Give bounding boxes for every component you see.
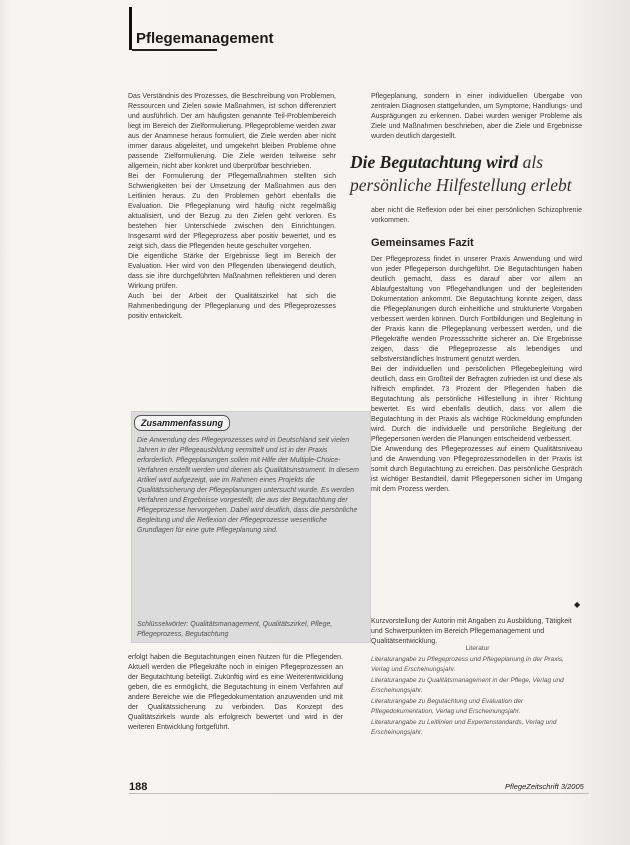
summary-paragraph: Die Anwendung des Pflegeprozesses wird in Deutschland seit vielen Jahren in der Pflegeausbildung vermittelt und ist in der Praxis erforderlich. Pflegeplanungen sollen mit Hilfe der Multiple-Choice-Verfahren erstellt werden und dienen als Qualitätsinstrument. In diesem Artikel wird aufgezeigt, wie im Rahmen eines Projekts die Qualitätssicherung der Pflegeplanungen untersucht wurde. Es werden Verfahren und Ergebnisse vorgestellt, die aus der Begutachtung der Pflegeprozesse hervorgehen. Dabei wird deutlich, dass die persönliche Begleitung und die Reflexion der Pflegeprozesse wesentliche Grundlagen für eine gute Pflegeplanung sind.: [137, 437, 359, 534]
paragraph: Der Pflegeprozess findet in unserer Praxis Anwendung und wird von jeder Pflegeperson durchgeführt. Die Begutachtungen haben deutlich gemacht, dass es darauf aber vor allem an Ablaufgestaltung von Pflegehandlungen und der begleitenden Dokumentation ankommt. Die Begutachtung konnte zeigen, dass die Pflegeplanungen durch einheitliche und strukturierte Vorgaben verbessert werden können. Durch Fortbildungen und Begleitung in der Praxis kann die Pflegeplanung verbessert werden, und die Pflegekräfte wenden Prozessschritte sicherer an. Die Ergebnisse zeigen, dass die Pflegeprozesse als lebendiges und selbstverständliches Instrument genutzt werden.: [371, 256, 582, 363]
literature-item: Literaturangabe zu Pflegeprozess und Pflegeplanung in der Praxis, Verlag und Erscheinungsjahr.: [371, 656, 564, 673]
paragraph: Bei der individuellen und persönlichen Pflegebegleitung wird deutlich, dass ein Großteil der Befragten zufrieden ist und diese als hilfreich empfindet. 73 Prozent der Pflegenden haben die Begutachtung als persönliche Hilfestellung in ihrer Richtung bewertet. Es wird ebenfalls deutlich, dass vor allem die Begutachtung in der Praxis als wichtige Rückmeldung empfunden wird. Durch die individuelle und persönliche Begleitung der Pflegepersonen werden die Planungen entscheidend verbessert.: [371, 366, 582, 443]
summary-text: [137, 436, 359, 588]
paragraph: Pflegeplanung, sondern in einer individuellen Übergabe von zentralen Diagnosen stattgefunden, um Symptome, Handlungs- und Ausprägungen zu erkennen. Dabei wurden weniger Probleme als Ziele und Maßnahmen beschrieben, aber die Ziele und Ergebnisse wurden deutlich dargestellt.: [371, 93, 582, 140]
pull-quote-bold: Die Begutachtung wird: [350, 152, 523, 172]
paragraph: Das Verständnis des Prozesses, die Beschreibung von Problemen, Ressourcen und Zielen sowie Maßnahmen, ist schon differenziert und ausführlich. Der am häufigsten genannte Teil-Problembereich liegt im Bereich der Zielformulierung. Pflegeprobleme werden zwar aus der Anamnese heraus formuliert, die Ziele werden aber nicht immer daraus abgeleitet, und umgekehrt bleiben Probleme ohne passende Zielformulierung. Die Ziele werden teilweise sehr allgemein, nicht aber konkret und überprüfbar beschrieben.: [128, 93, 336, 170]
paragraph: Die Anwendung des Pflegeprozesses auf einem Qualitätsniveau und die Anwendung von Pflegeprozessmodellen in der Praxis ist somit durch Begutachtung zu erreichen. Das persönliche Gespräch ist wichtiger Bestandteil, damit Pflegepersonen sicher im Umgang mit dem Prozess werden.: [371, 446, 582, 493]
article-end-diamond-icon: ◆: [574, 600, 581, 609]
page-number: 188: [129, 781, 148, 793]
author-info: [371, 617, 584, 647]
summary-label: Zusammenfassung: [134, 415, 230, 431]
literature-item: Literaturangabe zu Leitlinien und Expertenstandards, Verlag und Erscheinungsjahr.: [371, 719, 557, 736]
right-column-mid-text: [371, 206, 582, 230]
paragraph: aber nicht die Reflexion oder bei einer persönlichen Schizophrenie vorkommen.: [371, 207, 582, 224]
summary-keywords: [137, 620, 359, 640]
literature-list: [371, 655, 584, 775]
right-column-top-text: [371, 92, 582, 150]
right-column-body-text: [371, 255, 582, 605]
journal-issue: PflegeZeitschrift 3/2005: [505, 782, 584, 791]
header-underline: [132, 49, 217, 51]
left-column-top-text: [128, 92, 336, 422]
footer-rule: [129, 793, 589, 794]
section-title: Pflegemanagement: [136, 30, 274, 47]
literature-item: Literaturangabe zu Begutachtung und Evaluation der Pflegedokumentation, Verlag und Erscheinungsjahr.: [371, 698, 524, 715]
literature-heading: Literatur: [465, 645, 490, 652]
literature-item: Literaturangabe zu Qualitätsmanagement in der Pflege, Verlag und Erscheinungsjahr.: [371, 677, 564, 694]
pull-quote: [350, 151, 595, 197]
paragraph: erfolgt haben die Begutachtungen einen Nutzen für die Pflegenden. Aktuell werden die Pflegekräfte noch in einigen Pflegeprozessen an der Begutachtung beteiligt. Zukünftig wird es eine Weiterentwicklung geben, die es ermöglicht, die Begutachtung in einem Verfahren auf andere Bereiche wie die Pflegedokumentation anzuwenden und mit der Qualitätssicherung zu verbinden. Das Konzept des Qualitätszirkels wurde als erfolgreich bewertet und wird in der weiteren Entwicklung fortgeführt.: [128, 654, 343, 731]
pull-quote-rest: als persönliche Hilfestellung erlebt: [350, 152, 572, 195]
keywords-line: Schlüsselwörter: Qualitätsmanagement, Qualitätszirkel, Pflege, Pflegeprozess, Begutachtung: [137, 621, 333, 638]
paragraph: Die eigentliche Stärke der Ergebnisse liegt im Bereich der Evaluation. Hier wird von den Pflegenden überwiegend deutlich, dass sie ihre durchgeführten Maßnahmen reflektieren und deren Wirkung prüfen.: [128, 253, 336, 290]
left-column-bottom-text: [128, 653, 343, 773]
header-accent-bar: [129, 7, 132, 50]
paragraph: Bei der Formulierung der Pflegemaßnahmen stellten sich Schwierigkeiten bei der Umsetzung der Maßnahmen aus den Leitlinien heraus. Zu den Problemen gehört ebenfalls die Evaluation. Die Pflegeplanung wird häufig nicht regelmäßig aktualisiert, und der Bezug zu den Zielen geht verloren. Es bestehen hier Unterschiede zwischen den Einrichtungen. Insgesamt wird der Pflegeprozess aber positiv bewertet, und es zeigt sich, dass die Pflegenden heute geschulter vorgehen.: [128, 173, 336, 250]
paragraph: Auch bei der Arbeit der Qualitätszirkel hat sich die Rahmenbedingung der Pflegeplanung und des Pflegeprozesses positiv entwickelt.: [128, 293, 336, 320]
section-subheading: Gemeinsames Fazit: [371, 237, 474, 249]
author-text: Kurzvorstellung der Autorin mit Angaben zu Ausbildung, Tätigkeit und Schwerpunkten im Bereich Pflegemanagement und Qualitätsentwicklung.: [371, 618, 572, 645]
